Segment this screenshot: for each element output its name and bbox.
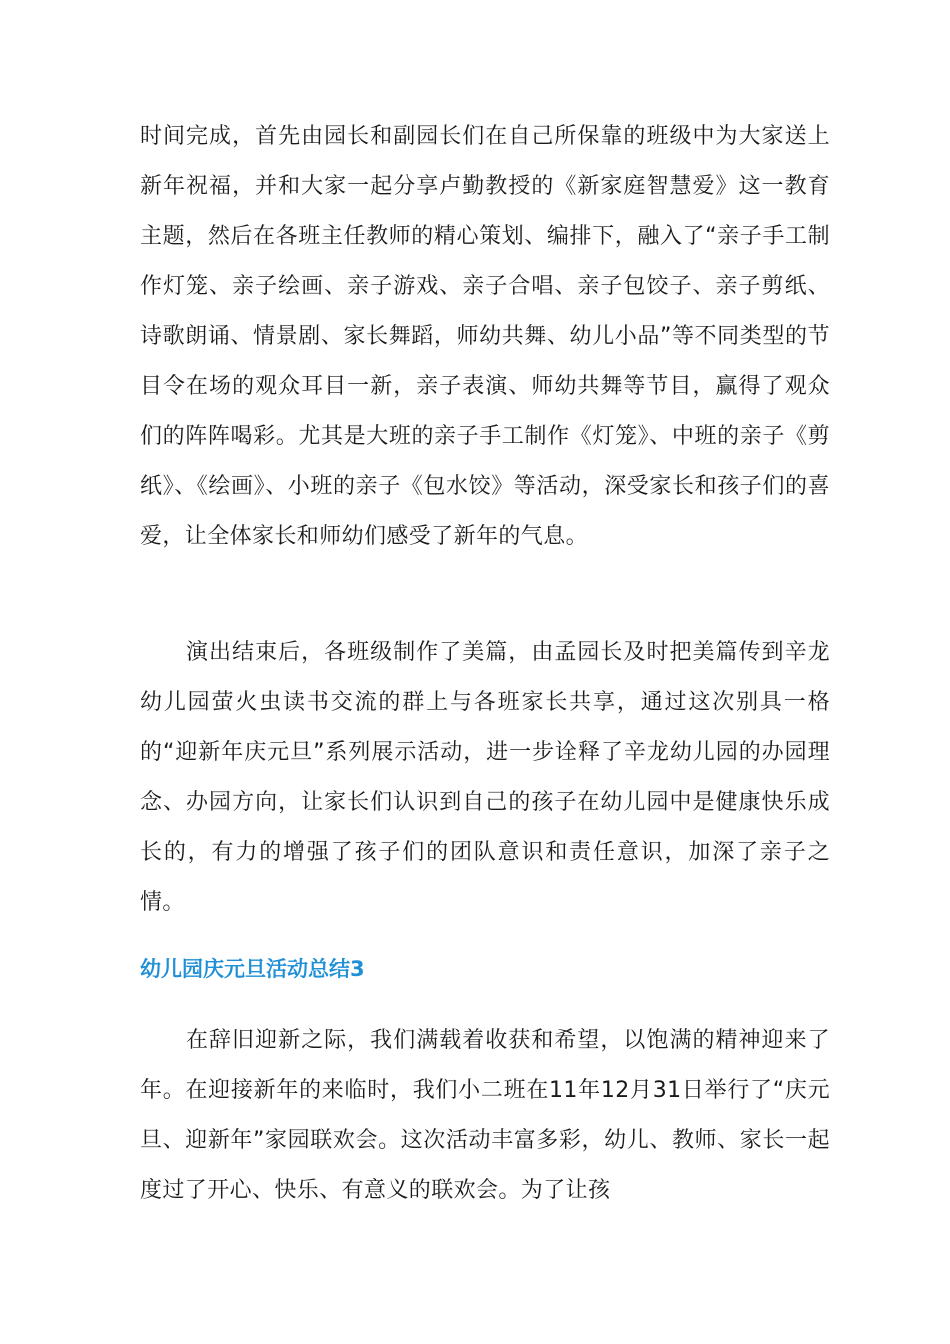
body-paragraph-3: 在辞旧迎新之际，我们满载着收获和希望，以饱满的精神迎来了年。在迎接新年的来临时，我们小二班在11年12月31日举行了“庆元旦、迎新年”家园联欢会。这次活动丰富多彩，幼儿、教师、家长一起度过了开心、快乐、有意义的联欢会。为了让孩	[140, 1028, 830, 1203]
section-heading: 幼儿园庆元旦活动总结3	[140, 957, 365, 981]
body-paragraph-2: 演出结束后，各班级制作了美篇，由孟园长及时把美篇传到辛龙幼儿园萤火虫读书交流的群上与各班家长共享，通过这次别具一格的“迎新年庆元旦”系列展示活动，进一步诠释了辛龙幼儿园的办园理念、办园方向，让家长们认识到自己的孩子在幼儿园中是健康快乐成长的，有力的增强了孩子们的团队意识和责任意识，加深了亲子之情。	[140, 640, 830, 915]
body-paragraph-1: 时间完成，首先由园长和副园长们在自己所保靠的班级中为大家送上新年祝福，并和大家一起分享卢勤教授的《新家庭智慧爱》这一教育主题，然后在各班主任教师的精心策划、编排下，融入了“亲子手工制作灯笼、亲子绘画、亲子游戏、亲子合唱、亲子包饺子、亲子剪纸、诗歌朗诵、情景剧、家长舞蹈，师幼共舞、幼儿小品”等不同类型的节目令在场的观众耳目一新，亲子表演、师幼共舞等节目，赢得了观众们的阵阵喝彩。尤其是大班的亲子手工制作《灯笼》、中班的亲子《剪纸》、《绘画》、小班的亲子《包水饺》等活动，深受家长和孩子们的喜爱，让全体家长和师幼们感受了新年的气息。	[140, 124, 830, 549]
